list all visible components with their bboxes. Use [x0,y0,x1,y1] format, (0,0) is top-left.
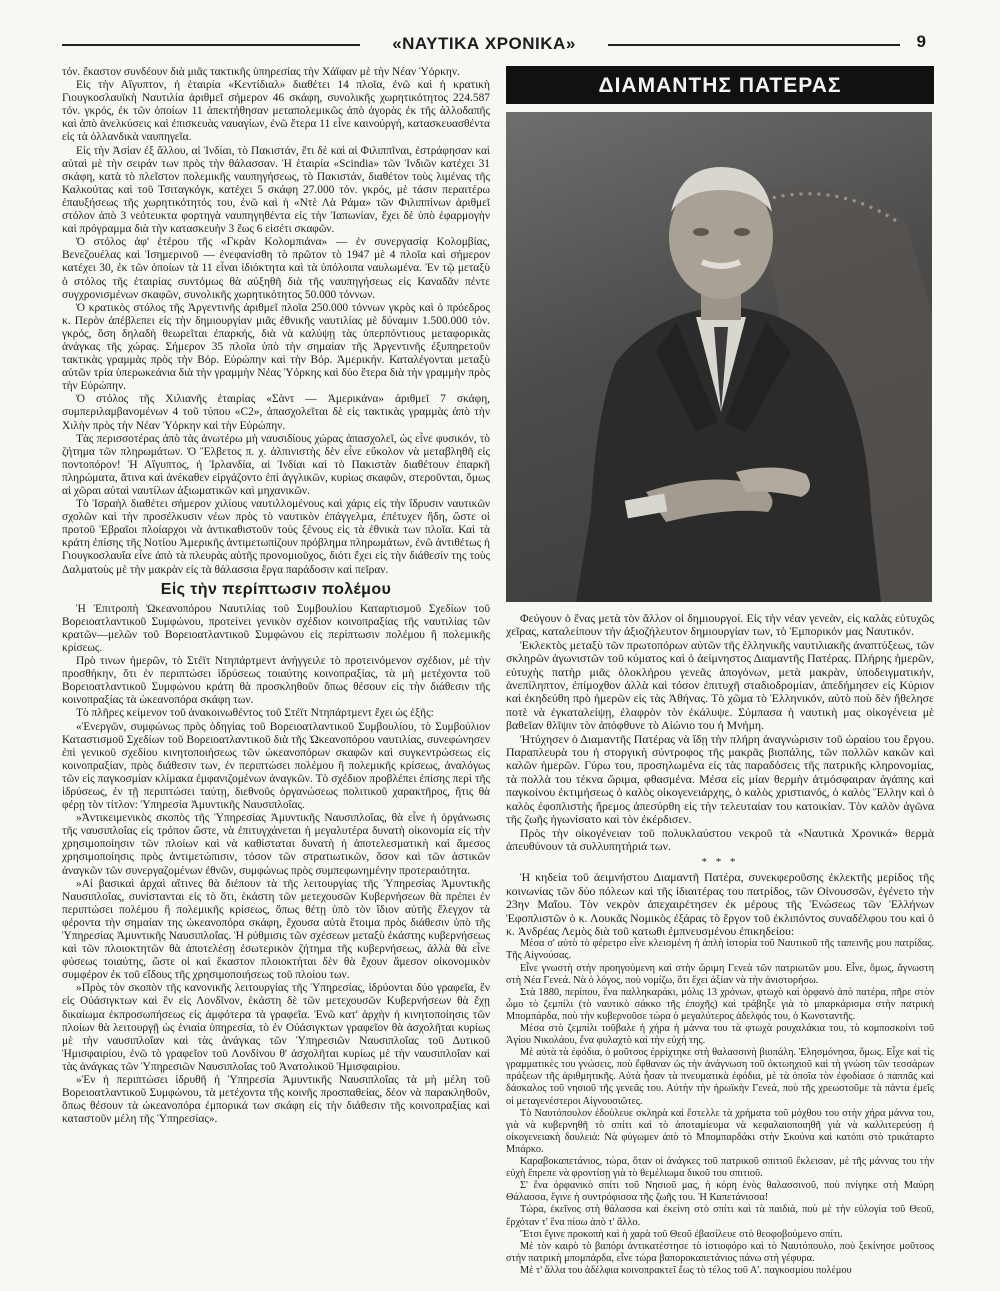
article-paragraph: «Ἐνεργῶν, συμφώνως πρὸς ὁδηγίας τοῦ Βορειοατλαντικοῦ Συμβουλίου, τὸ Συμβούλιον Καταστισμοῦ Σχεδίων τοῦ Βορειοατλαντικοῦ διὰ τῆς Ὠκεανοπόρου ναυτιλίας, συνεφώνησεν ἐπὶ γενικοῦ σχεδίου κινητοποιήσεως τῶν ὠκεανοπόρων σκαφῶν καὶ συγκεντρώσεως εἰς κοινοπραξίαν, πρὸς διάθεσιν των, ἐν περιπτώσει πολέμου ἢ πολεμικῆς κρίσεως, ἀναλόγως τῶν εἰς παγκοσμίαν κλίμακα ἐμφανιζομένων ἀναγκῶν. Τὸ σχέδιον προβλέπει ἐπίσης περὶ τῆς ἱδρύσεως, ἐν τῇ περιπτώσει ταύτῃ, διεθνοῦς ὀργανώσεως πολιτικοῦ χαρακτῆρος, ἥτις θὰ φέρῃ τὸν τίτλον: Ὑπηρεσία Ἀμυντικῆς Ναυσιπλοΐας. [62,720,490,812]
article-paragraph: Τὸ Ἰσραὴλ διαθέτει σήμερον χιλίους ναυτιλλομένους καὶ χάρις εἰς τὴν ἵδρυσιν ναυτικῶν σχολῶν καὶ τὴν προσέλκυσιν νέων πρὸς τὸ ναυτικὸν ἐπάγγελμα, ἐπέτυχεν ἤδη, ὥστε οἱ προτοῦ Ἑβραῖοι πλοίαρχοι νὰ ἀντικαθιστοῦν τοὺς ξένους εἰς τὰ ἐθνικὰ των πλοῖα. Καὶ τὰ κράτη ἐπίσης τῆς Νοτίου Ἀμερικῆς ἀντιμετωπίζουν πρόβλημα πληρωμάτων, ἐνῶ ἀντιθέτως ἡ Γιουγκοσλαυΐα εἶνε ἀπὸ τὰ πλευρὰς αὐτῆς προνομιοῦχος, διότι ἔχει εἰς τὴν διάθεσίν της τοὺς Δαλματοὺς μὲ τὴν μακρὰν εἰς τὰ θάλασσια ἔργα παράδοσιν καὶ πεῖραν. [62,498,490,576]
article-paragraph: τόν. ἕκαστον συνδέουν διὰ μιᾶς τακτικῆς ὑπηρεσίας τὴν Χάϊφαν μὲ τὴν Νέαν Ὑόρκην. [62,66,460,78]
article-paragraph: Τὸ πλῆρες κείμενον τοῦ ἀνακοινωθέντος τοῦ Στέϊτ Ντηπάρτμεντ ἔχει ὡς ἑξῆς: [76,707,434,720]
article-paragraph: »Πρὸς τὸν σκοπὸν τῆς κανονικῆς λειτουργίας τῆς Ὑπηρεσίας, ἱδρύονται δύο γραφεῖα, ἓν εἰς Οὐάσιγκτων καὶ ἓν εἰς Λονδῖνον, ἑκάστη δὲ τῶν μετεχουσῶν Κυβερνήσεων θὰ ἔχῃ δικαίωμα ἐκπροσωπήσεως εἰς ἀμφότερα τὰ γραφεῖα. Ἐνῶ κατ' ἀρχὴν ἡ κινητοποίησις τῶν πλοίων θὰ λειτουργῇ ὡς ἑνιαία ὑπηρεσία, τὸ ἐν Οὐάσιγκτων γραφεῖον θὰ ἀσχολῆται κυρίως μὲ τὴν ναυσιπλοΐαν καὶ τὰς ἀνάγκας τῶν Ὑπηρεσιῶν Ναυσιπλοΐας τοῦ Δυτικοῦ Ἡμισφαιρίου, ἐνῶ τὸ γραφεῖον τοῦ Λονδίνου θ' ἀσχολῆται κυρίως μὲ τὴν ναυσιπλοΐαν καὶ τὰς ἀνάγκας τῶν Ὑπηρεσιῶν Ναυσιπλοΐας τοῦ Ἀνατολικοῦ Ἡμισφαιρίου. [62,982,490,1073]
eulogy-paragraph: Τώρα, ἐκεῖνος στὴ θάλασσα καὶ ἐκείνη στὸ σπίτι καὶ τὰ παιδιά, ποὺ μὲ τὴν εὐλογία τοῦ Θεοῦ, ἔρχόταν τ' ἕνα πίσω ἀπὸ τ' ἄλλο. [506,1204,934,1228]
article-paragraph: Εἰς τὴν Αἴγυπτον, ἡ ἑταιρία «Κεντίδιαλ» διαθέτει 14 πλοῖα, ἐνῶ καὶ ἡ κρατικὴ Γιουγκοσλαυϊκὴ Ναυτιλία ἀριθμεῖ σήμερον 46 σκάφη, συνολικῆς χωρητικότητος 224.587 τόν. γκρός, ἐκ τῶν ὁποίων 11 ἀπεκτήθησαν μεταπολεμικῶς ἀπὸ ἀγορὰς ἐκ τῆς ἀλλοδαπῆς καὶ ἀπὸ ἀνελκύσεις καὶ ἐπισκευὰς ναυαγίων, ἐνῶ ἕτερα 11 εἶνε καινούργή, κατασκευασθέντα εἰς τὰ ὁλλανδικὰ ναυπηγεῖα. [62,79,490,144]
eulogy-paragraph: Στὰ 1880, περίπου, ἕνα παλληκαράκι, μόλις 13 χρόνων, φτωχὸ καὶ ὀρφανὸ ἀπὸ πατέρα, πῆρε στὸν ὦμο τὸ ζεμπίλι (τὸ ναυτικὸ σάκκο τῆς ἐποχῆς) καὶ τράβηξε γιὰ τὸ μπαρκάρισμα στὴν πατρικὴ Μπομπάρδα, ποὺ τὴν κυβερνοῦσε τώρα ὁ μεγαλύτερος ἀδελφός του, ὁ Κωνσταντῆς. [506,986,934,1022]
section-heading: Εἰς τὴν περίπτωσιν πολέμου [160,580,392,598]
eulogy-paragraph: Τὸ Ναυτόπουλον ἐδούλευε σκληρὰ καὶ ἔστελλε τὰ χρήματα τοῦ μόχθου του στὴν χήρα μάννα του, γιὰ νὰ κυβερνηθῆ τὸ σπίτι καὶ τὸ ἀποταμίευμα νὰ κεφαλαιοποιηθῆ γιὰ νὰ καλλιτερεύσῃ ἡ οἰκογενειακὴ δουλειά: Νὰ φύγωμεν ἀπὸ τὸ Μπομπαρδάκι στὴν Σκούνα καὶ κατόπι στὸ τρικάταρτο Μπάρκο. [506,1107,934,1155]
eulogy-paragraph: Ἔτσι ἔγινε προκοπὴ καὶ ἡ χαρὰ τοῦ Θεοῦ ἐβασίλευε στὸ θεοφοβούμενο σπίτι. [520,1228,843,1240]
eulogy-paragraph: Μέσα σ' αὐτὸ τὸ φέρετρο εἶνε κλεισμένη ἡ ἁπλὴ ἱστορία τοῦ Ναυτικοῦ τῆς ταπεινῆς μου πατρίδας. Τῆς Αἰγνούσας. [506,938,934,962]
article-paragraph: Ὁ κρατικὸς στόλος τῆς Ἀργεντινῆς ἀριθμεῖ πλοῖα 250.000 τόννων γκρὸς καὶ ὁ πρόεδρος κ. Περὸν ἀπέβλεπει εἰς τὴν δημιουργίαν μιᾶς ἐθνικῆς ναυτιλίας μὲ δύναμιν 1.500.000 τόν. γκρός, ὅση δηλαδὴ θεωρεῖται ἐπαρκής, διὰ νὰ καλύψῃ τὰς ὑπερπόντιους μεταφορικὰς ἀνάγκας τῆς χώρας. Σήμερον 35 πλοῖα ὑπὸ τὴν σημαίαν τῆς Ἀργεντινῆς ἐξυπηρετοῦν τακτικὰς γραμμὰς πρὸς τὴν Βόρ. Εὐρώπην καὶ τὴν Βόρ. Ἀμερικήν. Καταλέγονται μεταξὺ αὐτῶν τρία ὑπερωκεάνια διὰ τὴν γραμμὴν Νέας Ὑόρκης καὶ δύο ἕτερα διὰ τὴν γραμμὴν πρὸς τὴν Εὐρώπην. [62,301,490,393]
left-column [62,66,490,1256]
page-number: 9 [916,32,926,51]
article-paragraph: »Αἱ βασικαὶ ἀρχαὶ αἵτινες θὰ διέπουν τὰ τῆς λειτουργίας τῆς Ὑπηρεσίας Ἀμυντικῆς Ναυσιπλοΐας, συνίστανται εἰς τὸ ὅτι, ἑκάστη τῶν μετεχουσῶν Κυβερνήσεων θὰ πρέπει ἐν περιπτώσει πολέμου ἢ πολεμικῆς κρίσεως, ὅπως θέτῃ ὑπὸ τὸν ἴδιον αὐτῆς ἔλεγχον τὰ φέροντα τὴν σημαίαν της ὠκεανοπόρα σκάφη, ἔχουσα αὐτὰ ἕτοιμα πρὸς διάθεσιν ὑπὸ τῆς Ὑπηρεσίας Ἀμυντικῆς Ναυσιπλοΐας. Ἡ ρύθμισις τῶν σχέσεων μεταξὺ ἑκάστης κυβερνήσεως καὶ τῶν πλοιοκτητῶν θὰ ἀποτελέσῃ ἐσωτερικὸν ζήτημα τῆς κυβερνήσεως, ἀλλὰ θὰ εἶνε φύσεως τοιαύτης, ὥστε οἱ καὶ ἕκαστον πλοιοκτήται δὲν θὰ ἔχουν ἄμεσον οἰκονομικὸν συμφέρον ἐκ τοῦ εἴδους τῆς χρησιμοποιήσεως τοῦ πλοίου των. [62,877,490,982]
obituary-paragraph: Ἐκλεκτὸς μεταξὺ τῶν πρωτοπόρων αὐτῶν τῆς ἑλληνικῆς ναυτιλιακῆς ἀναπτύξεως, τῶν σκληρῶν ἀγωνιστῶν τοῦ κύματος καὶ ὁ ἀείμνηστος Διαμαντῆς Πατέρας. Πλήρης ἡμερῶν, εὐτυχὴς πατὴρ μιᾶς ὁλοκλήρου γενεᾶς ἀπογόνων, μετὰ μακρὰν, ὑποδειγματικήν, ἀνεπίληπτον, ἐπίμοχθον ἀλλὰ καὶ τόσον ἐπιτυχῆ σταδιοδρομίαν, ἀπεδήμησεν εἰς Κύριον καὶ ἐκηδεύθη πρὸ ἡμερῶν εἰς τὰς Ἀθήνας. Τὸ χῶμα τὸ Ἑλληνικόν, αὐτὸ ποὺ δὲν ἤθελησε ποτὲ νὰ ἐγκαταλείψῃ, ἐλαφρὸν τὸν ἐκάλυψε. Σύμπασα ἡ ναυτικὴ μας οἰκογένεια μὲ βαθεῖαν θλῖψιν τὸν ἀπόφθυνε τὸ Αἰώνιο του ἡ Μνήμη. [506,637,934,733]
section-separator: * * * [701,856,739,869]
eulogy-paragraph: Εἶνε γνωστὴ στὴν προηγούμενη καὶ στὴν ὥριμη Γενεὰ τῶν πατριωτῶν μου. Εἶνε, ὅμως, ἄγνωστη στὴ Νέα Γενεά. Νὰ ὁ λόγος, ποὺ νομίζω, ὅτι ἔχει ἀξίαν νὰ τὴν ἀνιστορήσω. [506,962,934,986]
article-paragraph: Ὁ στόλος τῆς Χιλιανῆς ἑταιρίας «Σὰντ — Ἀμερικάνα» ἀριθμεῖ 7 σκάφη, συμπεριλαμβανομένων 4 τοῦ τύπου «C2», ἀπασχολεῖται δὲ εἰς τακτικὰς γραμμὰς ἀπὸ τὴν Χιλὴν πρὸς τὴν Νέαν Ὑόρκην καὶ τὴν Εὐρώπην. [62,393,490,432]
eulogy-paragraph: Μέσα στὸ ζεμπίλι τοῦβαλε ἡ χήρα ἡ μάννα του τὰ φτωχὰ ρουχαλάκια του, τὸ κομποσκοίνι τοῦ Ἁγίου Νικολάου, ἕνα φυλαχτὸ καὶ τὴν εὐχή της. [506,1023,934,1047]
masthead [62,30,934,58]
publication-title: «ΝΑΥΤΙΚΑ ΧΡΟΝΙΚΑ» [392,34,576,53]
obituary-paragraph: Πρὸς τὴν οἰκογένειαν τοῦ πολυκλαύστου νεκροῦ τὰ «Ναυτικὰ Χρονικά» θερμὰ ἀπευθύνουν τὰ συλλυπητήριά των. [506,825,934,853]
masthead-rule-left [62,44,360,46]
article-paragraph: Τὰς περισσοτέρας ἀπὸ τὰς ἀνωτέρω μὴ ναυσιδίους χώρας ἀπασχολεῖ, ὡς εἶνε φυσικόν, τὸ ζήτημα τῶν πληρωμάτων. Ὁ Ἕλβετος π. χ. ἀλπινιστὴς δὲν εἶνε εὔκολον νὰ μεταβληθῆ εἰς ποντοπόρον! Ἡ Αἴγυπτος, ἡ Ἰρλανδία, αἱ Ἰνδίαι καὶ τὸ Πακιστὰν διαθέτουν ἐπαρκῆ πληρώματα, ἅτινα καὶ ἀνέκαθεν εἰργάζοντο ἐπὶ ἀγγλικῶν, κυρίως σκαφῶν, στεροῦνται, ὅμως αἱ χῶραι αὐταὶ ναυτίλων ἀξιωματικῶν καὶ μηχανικῶν. [62,432,490,497]
obituary-paragraph: Ἡ κηδεία τοῦ ἀειμνήστου Διαμαντῆ Πατέρα, συνεκφεροῦσης ἐκλεκτῆς μερίδος τῆς κοινωνίας τῶν δύο πόλεων καὶ τῆς ἰδιαιτέρας του πατρίδος, τῶν Οἰνουσσῶν, ἐγένετο τὴν 23ην Μαΐου. Τὸν νεκρὸν ἀπεχαιρέτησεν ἐκ μέρους τῆς Ἑνώσεως τῶν Ἑλλήνων Ἐφοπλιστῶν ὁ κ. Λουκᾶς Νομικὸς ἐξάρας τὸ ἔργον τοῦ ἐκλιπόντος συναδέλφου του καὶ ὁ κ. Ἀνδρέας Λεμὸς διὰ τοῦ κατωθι ἐμπνευσμένου ἐπικηδείου: [506,870,934,938]
eulogy-paragraph: Μὲ αὐτὰ τὰ ἐφόδια, ὁ μοῦτσος ἐρρίχτηκε στὴ θαλασσινὴ βιοπάλη. Ἐλησμόνησα, ὅμως. Εἶχε καὶ τὶς γραμματικὲς του γνώσεις, ποὺ ἔφθαναν ὡς τὴν ἀνάγνωση τοῦ ὀκτωηχιοῦ καὶ τὴ γνώση τῶν τεσσάρων πράξεων τῆς ἀριθμητικῆς. Αὐτὰ ἦσαν τὰ πνευματικὰ ἐφόδια, μὲ τὰ ὁποῖα τὸν ἐφοδίασε ὁ παππᾶς καὶ δάσκαλος τοῦ νησιοῦ τῆς γενεᾶς του. Αὐτὴν τὴν ἡρωϊκὴν Γενεά, ποὺ τῆς χρεωστοῦμε τὰ πάντα ἐμεῖς οἱ μεταγενέστεροι Αἰγνουσιῶτες. [506,1047,934,1107]
portrait-photo [506,112,932,602]
article-paragraph: Ἡ Ἐπιτροπὴ Ὠκεανοπόρου Ναυτιλίας τοῦ Συμβουλίου Καταρτισμοῦ Σχεδίων τοῦ Βορειοατλαντικοῦ Συμφώνου, προτείνει γενικὸν σχέδιον κοινοπραξίας τῆς ναυτιλίας τῶν κρατῶν—μελῶν τοῦ Βορειοατλαντικοῦ Συμφώνου εἰς περίπτωσιν πολέμου ἢ πολεμικῆς κρίσεως. [62,602,490,654]
right-column [506,66,934,1276]
obituary-paragraph: Ἠτύχησεν ὁ Διαμαντῆς Πατέρας νὰ ἴδῃ τὴν πλήρη ἀναγνώρισιν τοῦ ὡραίου του ἔργου. Παραπλευρὰ του ἡ στοργικὴ σύντροφος τῆς μακρᾶς βιοπάλης, τῶν πολλῶν κακῶν καὶ καλῶν ἡμερῶν. Γύρω του, προσηλωμένα εἰς τὰς παραδόσεις τῆς πατρικῆς κληρονομίας, τὰ πολλὰ του τέκνα ὥριμα, φθασμένα. Μέσα εἰς μίαν θερμὴν ἀτμόσφαιραν ἀγάπης καὶ παγκοίνου ἐκτιμήσεως ὁ καλὸς οἰκογενειάρχης, ὁ καλὸς χριστιανός, ὁ καλὸς Ἕλλην καὶ ὁ καλὸς ἐφοπλιστὴς ἤρεμος ἀπεσύρθη εἰς τὴν τελευταίαν του κατοικίαν. Τὸν καλὸν ἀγῶνα τῆς ζωῆς ἠγωνίσατο καὶ τὸν ἐκέρδισεν. [506,731,934,827]
article-paragraph: Εἰς τὴν Ἀσίαν ἐξ ἄλλου, αἱ Ἰνδίαι, τὸ Πακιστάν, ἔτι δὲ καὶ αἱ Φιλιππῖναι, ἐστράφησαν καὶ αὐταὶ μὲ τὴν σειράν των πρὸς τὴν θάλασσαν. Ἡ ἑταιρία «Scindia» τῶν Ἰνδιῶν κατέχει 31 σκάφη, κατὰ τὸ πλεῖστον πολεμικῆς ναυπηγήσεως, τὸ Πακιστάν, διαθέτον τοὺς λιμένας τῆς Καλκούτας καὶ τοῦ Τσιταγκόγκ, κατέχει 5 σκάφη 27.000 τόν. γκρός, μὲ τάσιν περαιτέρω ἐπαυξήσεως τῆς χωρητικότητός του, ἐνῶ καὶ ἡ «Ντὲ Λὰ Ράμα» τῶν Φιλιππίνων ἀριθμεῖ στόλον ἀπὸ 3 νεότευκτα φορτηγὰ ναυπηγηθέντα εἰς τὴν Ἰαπωνίαν, ἔχει δὲ ὑπὸ ἐφαρμογὴν καὶ πρόγραμμα διὰ τὴν κατασκευὴν 3 ἕως 6 εἰσέτι σκαφῶν. [62,144,490,236]
eulogy-paragraph: Μὲ τὸν καιρὸ τὸ βαπόρι ἀντικατέστησε τὸ ἱστιοφόρο καὶ τὸ Ναυτόπουλο, ποὺ ξεκίνησε μοῦτσος στὴν πατρικὴ μπομπάρδα, εἶνε τώρα βαποροκαπετάνιος πάνω στὴ γέφυρα. [506,1240,934,1264]
article-paragraph: »Ἀντικειμενικὸς σκοπὸς τῆς Ὑπηρεσίας Ἀμυντικῆς Ναυσιπλοΐας, θὰ εἶνε ἡ ὀργάνωσις τῆς ναυσιπλοΐας εἰς τρόπον ὥστε, νὰ ἐπιτυγχάνεται ἡ μεγαλυτέρα δυνατὴ οἰκονομία εἰς τὴν χρησιμοποίησιν τῶν πλοίων καὶ νὰ καθίσταται δυνατὴ ἡ ἀποτελεσματικὴ καὶ ἄμεσος χρησιμοποίησις πρὸς ἀντιμετώπισιν, τόσον τῶν στρατιωτικῶν, ὅσον καὶ τῶν ἀστικῶν ἀναγκῶν τῶν συνεργαζομένων ἐθνῶν, συμφώνως πρὸς συμπεφωνημένην προτεραιότητα. [62,812,490,877]
newspaper-page [62,30,934,1276]
eulogy-paragraph: Μὲ τ' ἄλλα του ἀδέλφια κοινοπρακτεῖ ἕως τὸ τέλος τοῦ Α'. παγκοσμίου πολέμου [520,1264,852,1276]
obituary-paragraph: Φεύγουν ὁ ἕνας μετὰ τὸν ἄλλον οἱ δημιουργοί. Εἰς τὴν νέαν γενεὰν, εἰς καλὰς εὐτυχῶς χεῖρας, καταλείπουν τὴν ἀξιοζήλευτον δημιουργίαν των, τὸ Ἐμπορικόν μας Ναυτικόν. [506,611,934,639]
article-paragraph: Ὁ στόλος ἀφ' ἑτέρου τῆς «Γκρὰν Κολομπιάνα» — ἐν συνεργασίᾳ Κολομβίας, Βενεζουέλας καὶ Ἰσημερινοῦ — ἐνεφανίσθη τὸ πρῶτον τὸ 1947 μὲ 4 πλοῖα καὶ σήμερον κατέχει 30, ἐκ τῶν ὁποίων τὰ 11 εἶναι ἰδιόκτητα καὶ τὰ ὑπόλοιπα ναυλωμένα. Ἐν τῷ μεταξὺ ὁ στόλος τῆς ἑταιρίας συντόμως θὰ αὐξηθῆ διὰ τῆς ναυπηγήσεως εἰς Καναδᾶν πέντε συγχρονισμένων σκαφῶν, συνολικῆς χωρητικότητος 50.000 τόννων. [62,236,490,301]
portrait-illustration [506,112,932,602]
obituary-banner: ΔΙΑΜΑΝΤΗΣ ΠΑΤΕΡΑΣ [506,66,934,104]
masthead-rule-right [608,44,900,46]
eulogy-paragraph: Καραβοκαπετάνιος, τώρα, ὅταν οἱ ἀνάγκες τοῦ πατρικοῦ σπιτιοῦ ἔκλεισαν, μὲ τῆς μάννας του τὴν εὐχὴ ἔπρεπε νὰ φροντίσῃ γιὰ τὸ θεμέλιωμα δικοῦ του σπιτιοῦ. [506,1156,934,1180]
eulogy-paragraph: Σ' ἕνα ὀρφανικὸ σπίτι τοῦ Νησιοῦ μας, ἡ κόρη ἑνὸς θαλασσινοῦ, ποὺ πνίγηκε στὴ Μαύρη Θάλασσα, ἔγινε ἡ συντρόφισσα τῆς ζωῆς του. Ἡ Καπετάνισσα! [506,1180,934,1204]
article-paragraph: Πρὸ τινων ἡμερῶν, τὸ Στέϊτ Ντηπάρτμεντ ἀνήγγειλε τὸ προτεινόμενον σχέδιον, μὲ τὴν προσθήκην, ὅτι ἐν περιπτώσει ἱδρύσεως τοιαύτης κοινοπραξίας, τὰ μὴ μετέχοντα τοῦ Βορειοατλαντικοῦ Συμφώνου κράτη θὰ προσκληθοῦν ὅπως θέσουν εἰς τὴν διάθεσιν τῆς κοινοπραξίας τὰ ὠκεανοπόρα σκάφη των. [62,655,490,707]
article-paragraph: »Ἐν ἡ περιπτώσει ἱδρυθῆ ἡ Ὑπηρεσία Ἀμυντικῆς Ναυσιπλοΐας τὰ μὴ μέλη τοῦ Βορειοατλαντικοῦ Συμφώνου, τὰ μετέχοντα τῆς κοινῆς προσπαθείας, δέον νὰ παρακληθοῦν, ὅπως θέσουν τὰ ὠκεανοπόρα ἐμπορικά των σκάφη εἰς τὴν διάθεσιν τῆς κοινοπραξίας καὶ καταστοῦν μέλη τῆς Ὑπηρεσίας». [62,1074,490,1126]
